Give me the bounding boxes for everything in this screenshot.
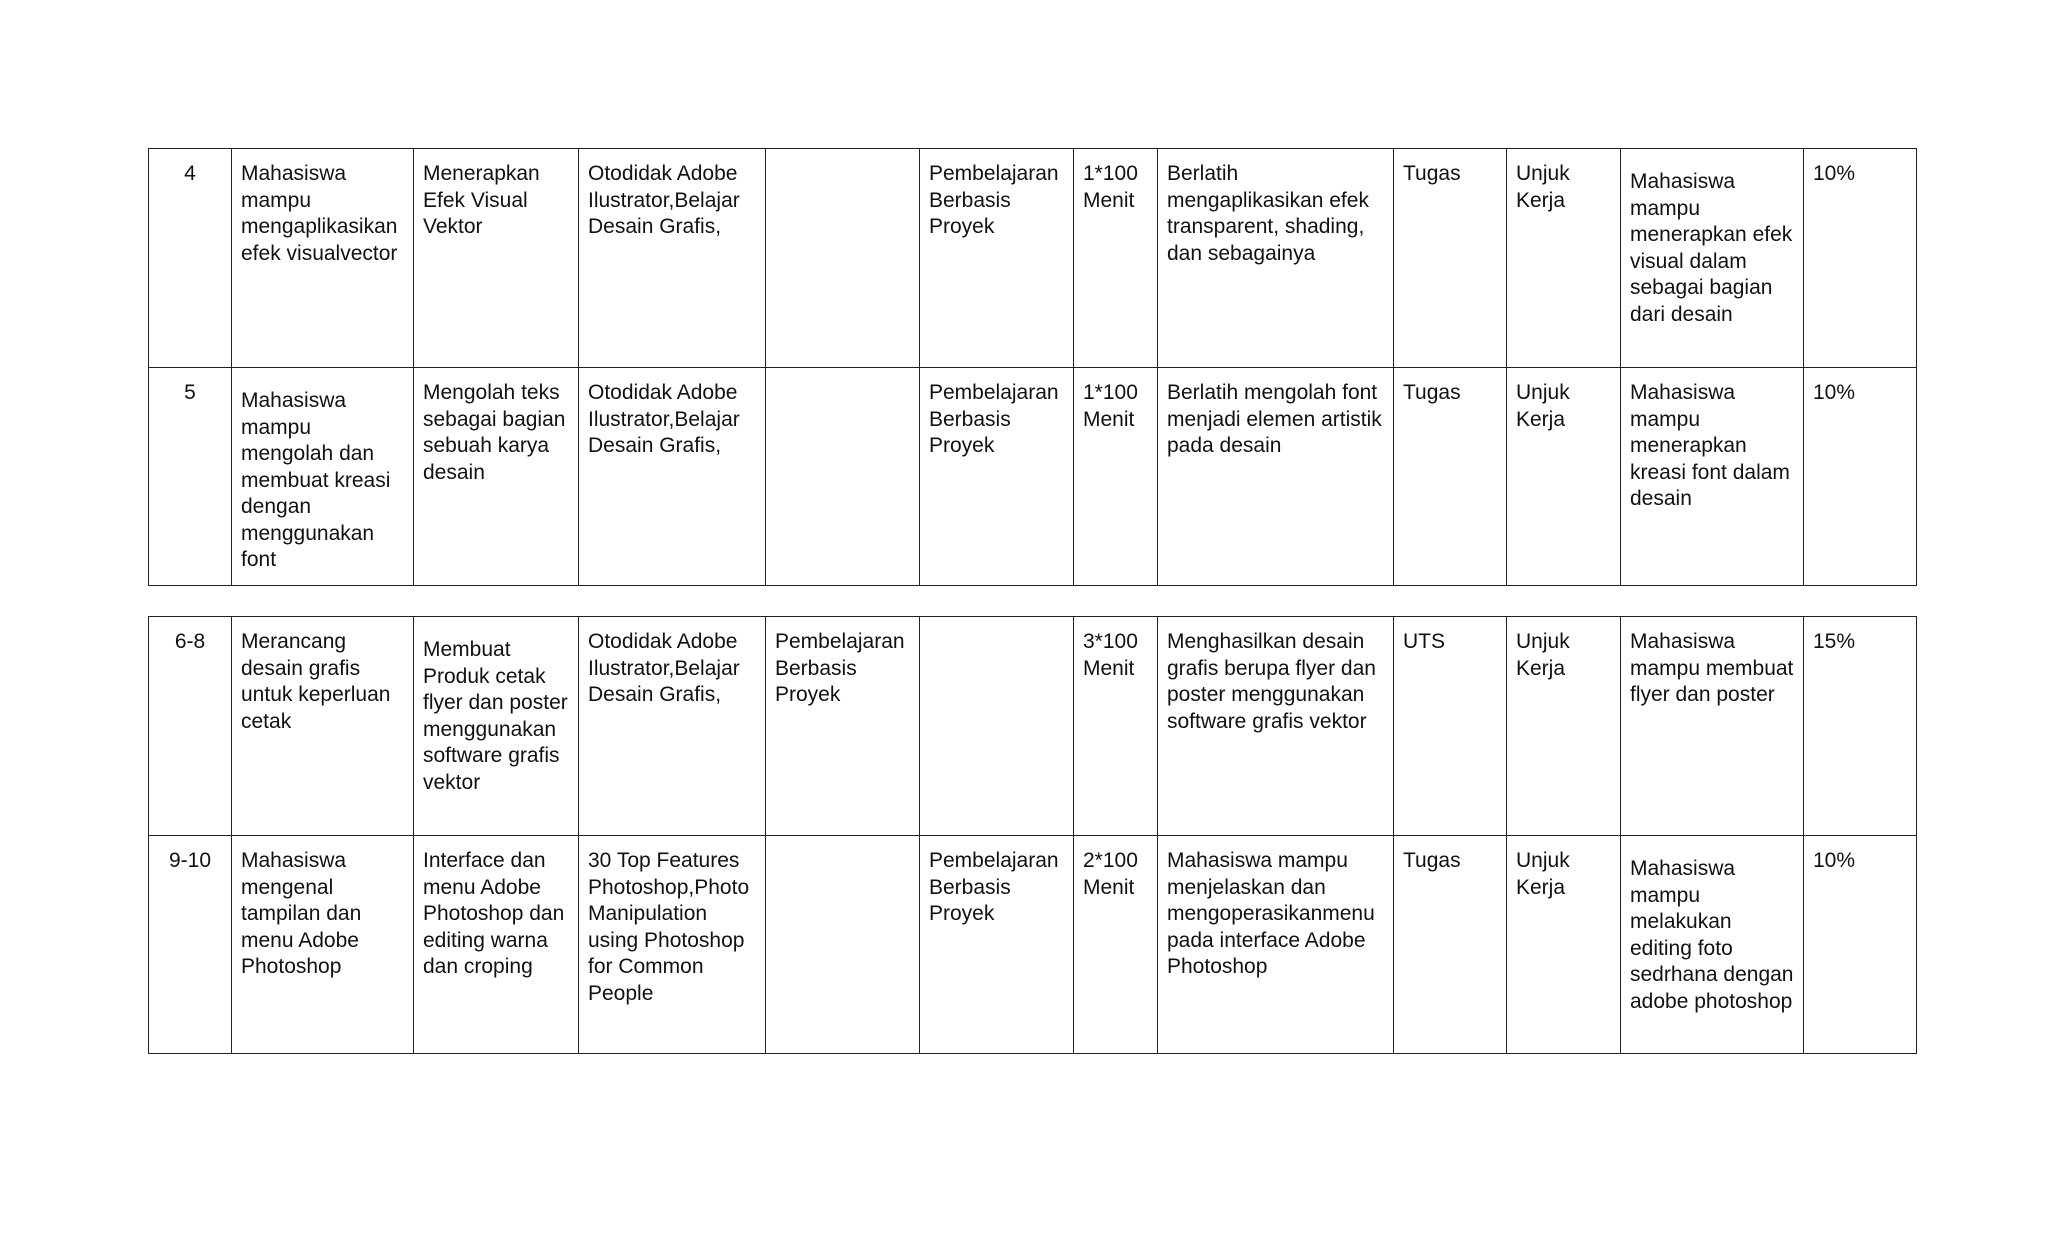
cell-waktu bbox=[1074, 368, 1158, 586]
cell-waktu bbox=[1074, 617, 1158, 836]
cell-kemampuan bbox=[232, 836, 414, 1054]
referensi-text: Otodidak Adobe Ilustrator,Belajar Desain Grafis, bbox=[588, 381, 740, 457]
cell-teknik bbox=[1507, 836, 1621, 1054]
cell-indikator bbox=[1621, 836, 1804, 1054]
pengalaman-text: Menghasilkan desain grafis berupa flyer dan poster menggunakan software grafis vektor bbox=[1167, 630, 1376, 733]
minggu-text: 4 bbox=[184, 162, 196, 185]
cell-teknik bbox=[1507, 368, 1621, 586]
kemampuan-text: Mahasiswa mengenal tampilan dan menu Adobe Photoshop bbox=[241, 849, 362, 978]
cell-bobot bbox=[1804, 836, 1917, 1054]
teknik-text: Unjuk Kerja bbox=[1516, 849, 1570, 899]
materi-text: Menerapkan Efek Visual Vektor bbox=[423, 162, 540, 238]
indikator-text: Mahasiswa mampu melakukan editing foto sedrhana dengan adobe photoshop bbox=[1630, 857, 1794, 1013]
metode-daring-text: Pembelajaran Berbasis Proyek bbox=[929, 849, 1059, 925]
teknik-text: Unjuk Kerja bbox=[1516, 630, 1570, 680]
bentuk-text: Tugas bbox=[1403, 381, 1461, 404]
waktu-text: 1*100 Menit bbox=[1083, 162, 1138, 212]
cell-pengalaman bbox=[1158, 149, 1394, 368]
cell-bentuk bbox=[1394, 368, 1507, 586]
cell-kemampuan bbox=[232, 368, 414, 586]
cell-indikator bbox=[1621, 368, 1804, 586]
referensi-text: 30 Top Features Photoshop,Photo Manipulation using Photoshop for Common People bbox=[588, 849, 750, 1005]
cell-teknik bbox=[1507, 149, 1621, 368]
materi-text: Mengolah teks sebagai bagian sebuah karya desain bbox=[423, 381, 566, 484]
cell-metode-luring bbox=[766, 368, 920, 586]
waktu-text: 2*100 Menit bbox=[1083, 849, 1138, 899]
table-row bbox=[149, 368, 1917, 586]
cell-referensi bbox=[579, 368, 766, 586]
cell-bentuk bbox=[1394, 149, 1507, 368]
waktu-text: 1*100 Menit bbox=[1083, 381, 1138, 431]
materi-text: Membuat Produk cetak flyer dan poster menggunakan software grafis vektor bbox=[423, 638, 568, 794]
rps-table-part-1 bbox=[148, 148, 1917, 586]
waktu-text: 3*100 Menit bbox=[1083, 630, 1138, 680]
cell-referensi bbox=[579, 617, 766, 836]
pengalaman-text: Berlatih mengaplikasikan efek transparent, shading, dan sebagainya bbox=[1167, 162, 1369, 265]
cell-referensi bbox=[579, 149, 766, 368]
cell-minggu bbox=[149, 149, 232, 368]
indikator-text: Mahasiswa mampu menerapkan efek visual dalam sebagai bagian dari desain bbox=[1630, 170, 1793, 326]
teknik-text: Unjuk Kerja bbox=[1516, 162, 1570, 212]
cell-minggu bbox=[149, 617, 232, 836]
cell-waktu bbox=[1074, 836, 1158, 1054]
cell-minggu bbox=[149, 368, 232, 586]
bobot-text: 10% bbox=[1813, 381, 1856, 404]
indikator-text: Mahasiswa mampu membuat flyer dan poster bbox=[1630, 630, 1794, 706]
cell-metode-luring bbox=[766, 617, 920, 836]
bobot-text: 10% bbox=[1813, 849, 1856, 872]
cell-materi bbox=[414, 836, 579, 1054]
cell-metode-daring bbox=[920, 368, 1074, 586]
metode-daring-text: Pembelajaran Berbasis Proyek bbox=[929, 381, 1059, 457]
kemampuan-text: Mahasiswa mampu mengolah dan membuat kreasi dengan menggunakan font bbox=[241, 389, 391, 571]
cell-materi bbox=[414, 368, 579, 586]
cell-bentuk bbox=[1394, 617, 1507, 836]
rps-table-part-2 bbox=[148, 616, 1917, 1054]
metode-daring-text: Pembelajaran Berbasis Proyek bbox=[929, 162, 1059, 238]
pengalaman-text: Berlatih mengolah font menjadi elemen artistik pada desain bbox=[1167, 381, 1382, 457]
cell-metode-daring bbox=[920, 836, 1074, 1054]
cell-materi bbox=[414, 149, 579, 368]
cell-waktu bbox=[1074, 149, 1158, 368]
cell-bentuk bbox=[1394, 836, 1507, 1054]
cell-teknik bbox=[1507, 617, 1621, 836]
cell-pengalaman bbox=[1158, 836, 1394, 1054]
table-row bbox=[149, 617, 1917, 836]
metode-luring-text: Pembelajaran Berbasis Proyek bbox=[775, 630, 905, 706]
cell-metode-daring bbox=[920, 149, 1074, 368]
table-row bbox=[149, 149, 1917, 368]
teknik-text: Unjuk Kerja bbox=[1516, 381, 1570, 431]
referensi-text: Otodidak Adobe Ilustrator,Belajar Desain Grafis, bbox=[588, 162, 740, 238]
minggu-text: 6-8 bbox=[174, 630, 206, 653]
referensi-text: Otodidak Adobe Ilustrator,Belajar Desain Grafis, bbox=[588, 630, 740, 706]
minggu-text: 5 bbox=[184, 381, 196, 404]
cell-metode-luring bbox=[766, 149, 920, 368]
table-row bbox=[149, 836, 1917, 1054]
bentuk-text: UTS bbox=[1403, 630, 1445, 653]
cell-bobot bbox=[1804, 368, 1917, 586]
cell-kemampuan bbox=[232, 149, 414, 368]
kemampuan-text: Mahasiswa mampu mengaplikasikan efek visualvector bbox=[241, 162, 398, 265]
materi-text: Interface dan menu Adobe Photoshop dan editing warna dan croping bbox=[423, 849, 565, 978]
cell-metode-luring bbox=[766, 836, 920, 1054]
cell-pengalaman bbox=[1158, 617, 1394, 836]
cell-bobot bbox=[1804, 149, 1917, 368]
cell-referensi bbox=[579, 836, 766, 1054]
bobot-text: 15% bbox=[1813, 630, 1856, 653]
bobot-text: 10% bbox=[1813, 162, 1856, 185]
cell-kemampuan bbox=[232, 617, 414, 836]
minggu-text: 9-10 bbox=[168, 849, 212, 872]
cell-indikator bbox=[1621, 149, 1804, 368]
cell-bobot bbox=[1804, 617, 1917, 836]
bentuk-text: Tugas bbox=[1403, 162, 1461, 185]
bentuk-text: Tugas bbox=[1403, 849, 1461, 872]
cell-metode-daring bbox=[920, 617, 1074, 836]
pengalaman-text: Mahasiswa mampu menjelaskan dan mengoperasikanmenu pada interface Adobe Photoshop bbox=[1167, 849, 1375, 978]
indikator-text: Mahasiswa mampu menerapkan kreasi font dalam desain bbox=[1630, 381, 1790, 510]
kemampuan-text: Merancang desain grafis untuk keperluan cetak bbox=[241, 630, 391, 733]
cell-indikator bbox=[1621, 617, 1804, 836]
cell-pengalaman bbox=[1158, 368, 1394, 586]
cell-minggu bbox=[149, 836, 232, 1054]
cell-materi bbox=[414, 617, 579, 836]
